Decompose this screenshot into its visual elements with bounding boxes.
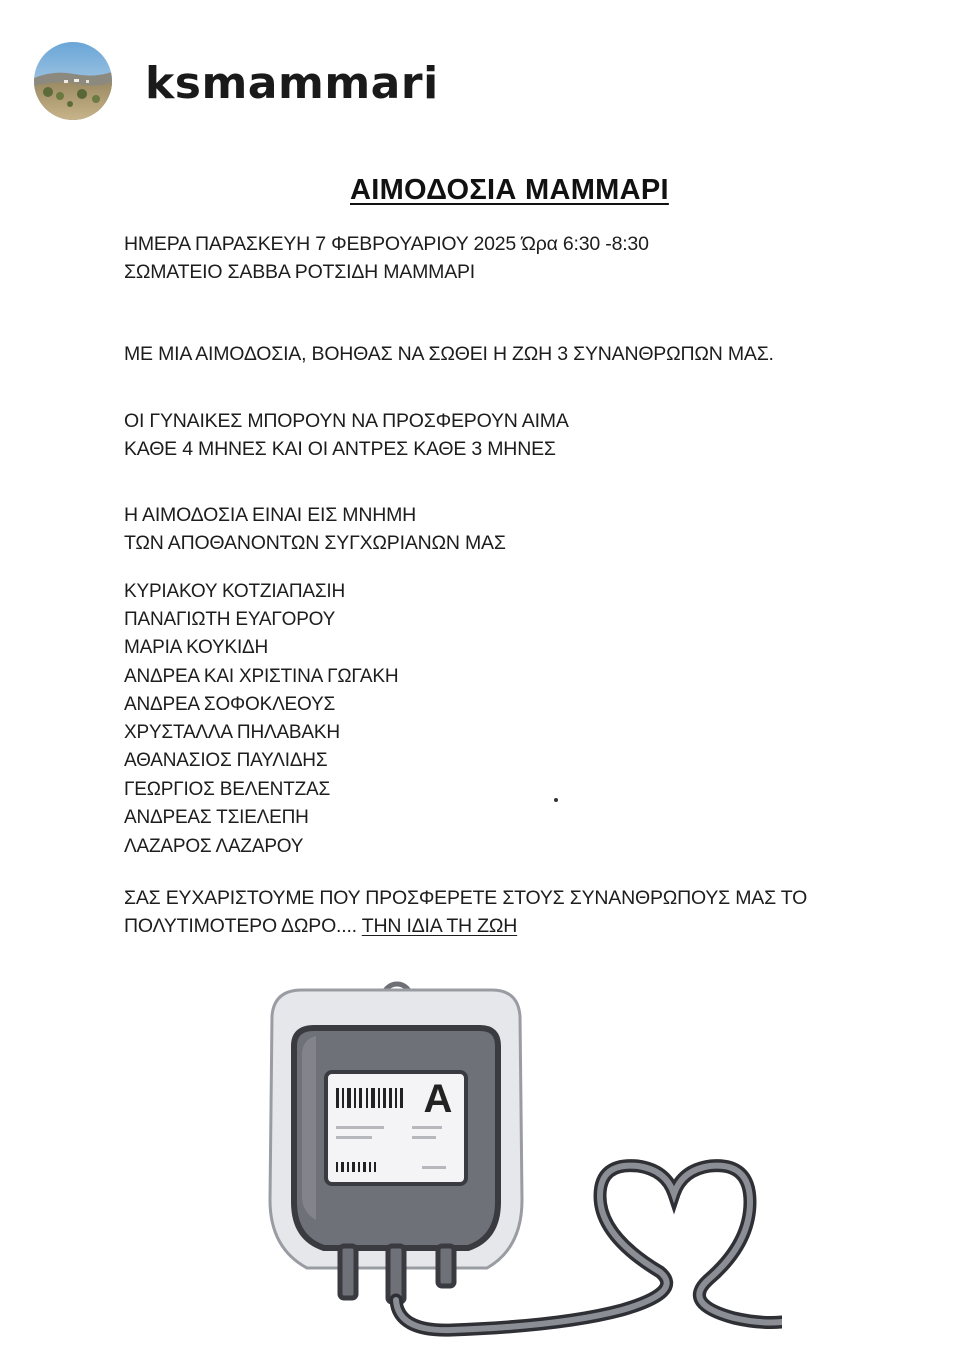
organization-line: ΣΩΜΑΤΕΙΟ ΣΑΒΒΑ ΡΟΤΣΙΔΗ ΜΑΜΜΑΡΙ <box>124 261 476 283</box>
flyer-title: ΑΙΜΟΔΟΣΙΑ ΜΑΜΜΑΡΙ <box>350 174 669 206</box>
date-line: ΗΜΕΡΑ ΠΑΡΑΣΚΕΥΗ 7 ΦΕΒΡΟΥΑΡΙΟΥ 2025 Ώρα 6:30 -8:30 <box>124 233 649 255</box>
memorial-name: ΜΑΡΙΑ ΚΟΥΚΙΔΗ <box>124 637 269 658</box>
help-line: ΜΕ ΜΙΑ ΑΙΜΟΔΟΣΙΑ, ΒΟΗΘΑΣ ΝΑ ΣΩΘΕΙ Η ΖΩΗ 3 ΣΥΝΑΝΘΡΩΠΩΝ ΜΑΣ. <box>124 343 774 365</box>
blood-type-letter: A <box>423 1077 453 1121</box>
memorial-name: ΧΡΥΣΤΑΛΛΑ ΠΗΛΑΒΑΚΗ <box>124 722 340 743</box>
landscape-avatar-icon[interactable] <box>34 42 112 120</box>
thanks-line <box>124 915 517 938</box>
memorial-name: ΚΥΡΙΑΚΟΥ ΚΟΤΖΙΑΠΑΣΙΗ <box>124 581 346 602</box>
thanks-line: ΣΑΣ ΕΥΧΑΡΙΣΤΟΥΜΕ ΠΟΥ ΠΡΟΣΦΕΡΕΤΕ ΣΤΟΥΣ ΣΥΝΑΝΘΡΩΠΟΥΣ ΜΑΣ ΤΟ <box>124 887 808 909</box>
memory-line: Η ΑΙΜΟΔΟΣΙΑ ΕΙΝΑΙ ΕΙΣ ΜΝΗΜΗ <box>124 504 417 526</box>
memorial-name: ΑΝΔΡΕΑ ΚΑΙ ΧΡΙΣΤΙΝΑ ΓΩΓΑΚΗ <box>124 666 399 687</box>
username[interactable]: ksmammari <box>145 58 439 109</box>
memory-line: ΤΩΝ ΑΠΟΘΑΝΟΝΤΩΝ ΣΥΓΧΩΡΙΑΝΩΝ ΜΑΣ <box>124 532 506 554</box>
memorial-name: ΠΑΝΑΓΙΩΤΗ ΕΥΑΓΟΡΟΥ <box>124 609 336 630</box>
thanks-emphasis: ΤΗΝ ΙΔΙΑ ΤΗ ΖΩΗ <box>361 915 518 937</box>
post-header <box>0 0 979 150</box>
memorial-name: ΛΑΖΑΡΟΣ ΛΑΖΑΡΟΥ <box>124 836 304 857</box>
blood-bag-icon <box>262 980 782 1344</box>
frequency-line: ΟΙ ΓΥΝΑΙΚΕΣ ΜΠΟΡΟΥΝ ΝΑ ΠΡΟΣΦΕΡΟΥΝ ΑΙΜΑ <box>124 410 569 432</box>
flyer-document <box>0 150 979 1344</box>
speck-mark <box>554 798 558 802</box>
frequency-line: ΚΑΘΕ 4 ΜΗΝΕΣ ΚΑΙ ΟΙ ΑΝΤΡΕΣ ΚΑΘΕ 3 ΜΗΝΕΣ <box>124 438 556 460</box>
memorial-name: ΓΕΩΡΓΙΟΣ ΒΕΛΕΝΤΖΑΣ <box>124 779 331 800</box>
memorial-name: ΑΝΔΡΕΑ ΣΟΦΟΚΛΕΟΥΣ <box>124 694 336 715</box>
memorial-name: ΑΝΔΡΕΑΣ ΤΣΙΕΛΕΠΗ <box>124 807 309 828</box>
thanks-prefix: ΠΟΛΥΤΙΜΟΤΕΡΟ ΔΩΡΟ.... <box>124 915 362 937</box>
memorial-name: ΑΘΑΝΑΣΙΟΣ ΠΑΥΛΙΔΗΣ <box>124 750 328 771</box>
